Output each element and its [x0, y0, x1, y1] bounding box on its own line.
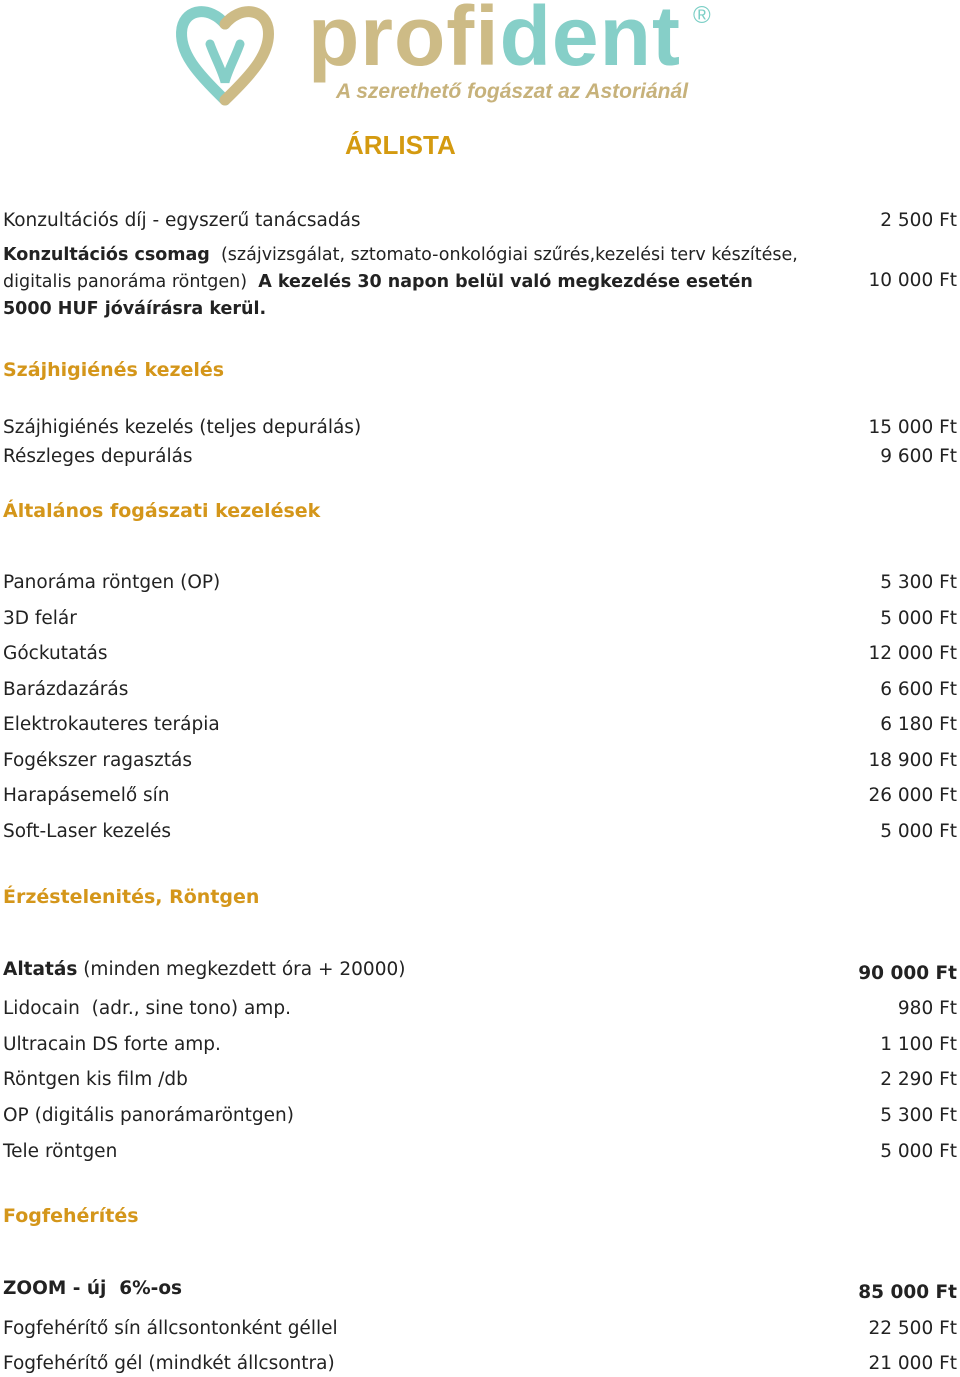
- item-label: Panoráma röntgen (OP): [3, 571, 221, 593]
- item-label: Részleges depurálás: [3, 445, 193, 467]
- item-price: 18 900 Ft: [868, 749, 957, 771]
- item-price: 5 300 Ft: [880, 571, 957, 593]
- item-label: Fogékszer ragasztás: [3, 749, 192, 771]
- item-label: Lidocain (adr., sine tono) amp.: [3, 997, 291, 1019]
- item-label-bold: Altatás: [3, 958, 78, 980]
- item-label: [3, 959, 405, 980]
- item-price: 5 300 Ft: [880, 1104, 957, 1126]
- price-row: [3, 712, 957, 736]
- section-heading: Fogfehérítés: [3, 1205, 139, 1227]
- brand-tagline: A szerethető fogászat az Astoriánál: [336, 80, 689, 103]
- brand-name: [308, 0, 681, 83]
- item-price: 6 180 Ft: [880, 713, 957, 735]
- item-description: (szájvizsgálat, sztomato-onkológiai szűrés,kezelési terv készítése, digitalis panoráma röntgen): [3, 245, 798, 292]
- price-row: [3, 996, 957, 1020]
- page-title: ÁRLISTA: [345, 130, 456, 160]
- logo: [170, 0, 730, 110]
- item-label: Góckutatás: [3, 642, 108, 664]
- item-label: Fogfehérítő sín állcsontonként géllel: [3, 1317, 338, 1339]
- item-label: Tele röntgen: [3, 1140, 118, 1162]
- item-label: Soft-Laser kezelés: [3, 820, 172, 842]
- item-label: Fogfehérítő gél (mindkét állcsontra): [3, 1352, 335, 1374]
- price-row: [3, 819, 957, 843]
- consultation-package-text: [3, 242, 803, 323]
- item-price: 21 000 Ft: [868, 1352, 957, 1374]
- item-label: Ultracain DS forte amp.: [3, 1033, 221, 1055]
- section-heading: Érzéstelenités, Röntgen: [3, 886, 260, 908]
- price-row: [3, 570, 957, 594]
- price-row: [3, 1351, 957, 1375]
- price-row: [3, 1139, 957, 1163]
- price-row: [3, 1103, 957, 1127]
- price-row: [3, 677, 957, 701]
- item-price: 9 600 Ft: [880, 445, 957, 467]
- item-note: A kezelés 30 napon belül való megkezdése esetén 5000 HUF jóváírásra kerül.: [3, 272, 753, 319]
- item-price: 5 000 Ft: [880, 820, 957, 842]
- price-row: [3, 1032, 957, 1056]
- item-label: OP (digitális panorámaröntgen): [3, 1104, 294, 1126]
- item-label: Harapásemelő sín: [3, 784, 170, 806]
- item-label: 3D felár: [3, 607, 77, 629]
- item-price: 85 000 Ft: [858, 1281, 957, 1303]
- item-price: 2 290 Ft: [880, 1068, 957, 1090]
- item-label-detail: (minden megkezdett óra + 20000): [83, 958, 406, 980]
- item-price: 5 000 Ft: [880, 1140, 957, 1162]
- item-price: 15 000 Ft: [868, 416, 957, 438]
- price-row: [3, 606, 957, 630]
- section-heading: Szájhigiénés kezelés: [3, 359, 225, 381]
- item-price: 10 000 Ft: [868, 270, 957, 291]
- registered-mark: ®: [693, 2, 711, 29]
- price-row: [3, 1316, 957, 1340]
- item-price: 26 000 Ft: [868, 784, 957, 806]
- brand-name-part2: dent: [499, 0, 681, 83]
- price-row: [3, 208, 957, 232]
- heart-tooth-icon: [170, 0, 280, 110]
- brand-name-part1: profi: [308, 0, 500, 83]
- item-price: 1 100 Ft: [880, 1033, 957, 1055]
- item-label: Röntgen kis film /db: [3, 1068, 188, 1090]
- section-heading: Általános fogászati kezelések: [3, 500, 321, 522]
- item-price: 2 500 Ft: [880, 209, 957, 231]
- item-price: 22 500 Ft: [868, 1317, 957, 1339]
- item-price: 5 000 Ft: [880, 607, 957, 629]
- item-label: Szájhigiénés kezelés (teljes depurálás): [3, 416, 362, 438]
- price-row: [3, 415, 957, 439]
- item-price: 90 000 Ft: [858, 962, 957, 984]
- item-label: Elektrokauteres terápia: [3, 713, 220, 735]
- price-row: [3, 783, 957, 807]
- item-price: 980 Ft: [897, 997, 957, 1019]
- item-label: ZOOM - új 6%-os: [3, 1277, 183, 1299]
- price-row: [3, 1067, 957, 1091]
- price-row: [3, 957, 957, 984]
- price-row: [3, 748, 957, 772]
- price-row: [3, 1276, 957, 1303]
- price-row: [3, 641, 957, 665]
- price-row: [3, 444, 957, 468]
- item-label: Barázdazárás: [3, 678, 129, 700]
- item-price: 6 600 Ft: [880, 678, 957, 700]
- item-price: 12 000 Ft: [868, 642, 957, 664]
- item-label: Konzultációs díj - egyszerű tanácsadás: [3, 209, 361, 231]
- item-label-bold: Konzultációs csomag: [3, 245, 210, 265]
